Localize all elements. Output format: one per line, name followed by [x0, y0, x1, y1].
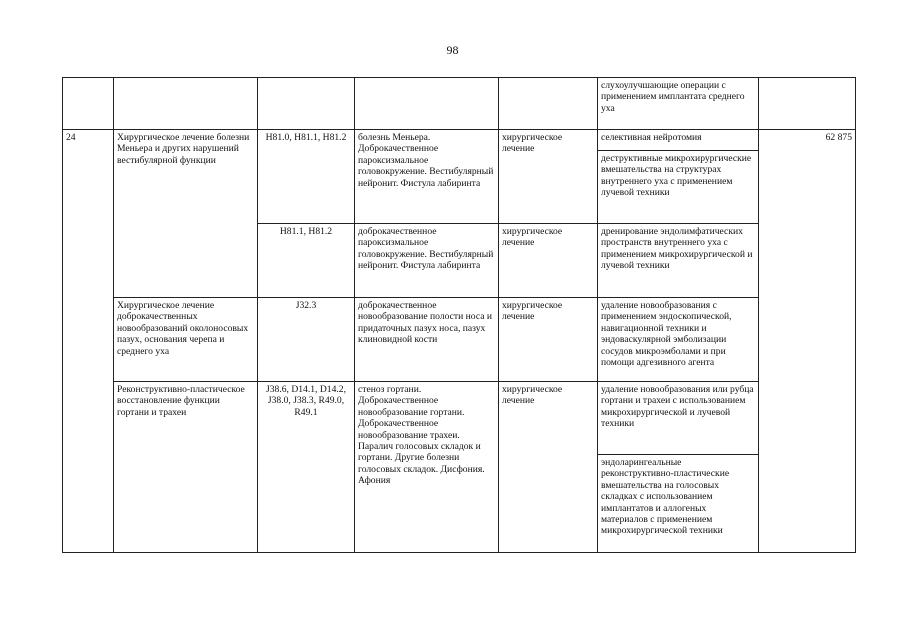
cell-name [114, 78, 258, 130]
cell-codes [258, 78, 355, 130]
cell-method: слухоулучшающие операции с применением имплантата среднего уха [598, 78, 759, 130]
cell-name: Хирургическое лечение болезни Меньера и других нарушений вестибулярной функции [114, 130, 258, 298]
cell-method: селективная нейротомия [598, 130, 759, 151]
cell-treatment: хирургическое лечение [499, 382, 598, 553]
cell-number [63, 78, 114, 130]
cell-treatment [499, 78, 598, 130]
cell-method: деструктивные микрохирургические вмешательства на структурах внутреннего уха с применением лучевой техники [598, 151, 759, 224]
table-row [63, 130, 856, 151]
procedures-table [62, 77, 856, 553]
cell-method: удаление новообразования или рубца гортани и трахеи с использованием микрохирургической и лучевой техники [598, 382, 759, 455]
table-row-continuation [63, 78, 856, 130]
cell-name: Реконструктивно-пластическое восстановление функции гортани и трахеи [114, 382, 258, 553]
cell-diagnosis [355, 78, 499, 130]
cell-treatment: хирургическое лечение [499, 130, 598, 224]
cell-name: Хирургическое лечение доброкачественных новообразований околоносовых пазух, основания черепа и среднего уха [114, 298, 258, 382]
cell-codes: H81.1, H81.2 [258, 224, 355, 298]
cell-method: дренирование эндолимфатических пространств внутреннего уха с применением микрохирургической и лучевой техники [598, 224, 759, 298]
cell-codes: J38.6, D14.1, D14.2, J38.0, J38.3, R49.0, R49.1 [258, 382, 355, 553]
cell-diagnosis: болезнь Меньера. Доброкачественное пароксизмальное головокружение. Вестибулярный нейронит. Фистула лабиринта [355, 130, 499, 224]
cell-codes: H81.0, H81.1, H81.2 [258, 130, 355, 224]
table-row [63, 382, 856, 455]
cell-diagnosis: доброкачественное пароксизмальное головокружение. Вестибулярный нейронит. Фистула лабиринта [355, 224, 499, 298]
cell-diagnosis: доброкачественное новообразование полости носа и придаточных пазух носа, пазух клиновидной кости [355, 298, 499, 382]
cell-codes: J32.3 [258, 298, 355, 382]
cell-diagnosis: стеноз гортани. Доброкачественное новообразование гортани. Доброкачественное новообразование трахеи. Паралич голосовых складок и гортани. Другие болезни голосовых складок. Дисфония. Афония [355, 382, 499, 553]
cell-price [759, 78, 856, 130]
cell-number: 24 [63, 130, 114, 553]
table-row [63, 298, 856, 382]
cell-treatment: хирургическое лечение [499, 224, 598, 298]
cell-treatment: хирургическое лечение [499, 298, 598, 382]
cell-method: эндоларингеальные реконструктивно-пластические вмешательства на голосовых складках с использованием имплантатов и аллогеных материалов с применением микрохирургической техники [598, 455, 759, 553]
cell-price: 62 875 [759, 130, 856, 553]
page-number: 98 [446, 43, 459, 57]
cell-method: удаление новообразования с применением эндоскопической, навигационной техники и эндоваскулярной эмболизации сосудов микроэмболами и при помощи адгезивного агента [598, 298, 759, 382]
